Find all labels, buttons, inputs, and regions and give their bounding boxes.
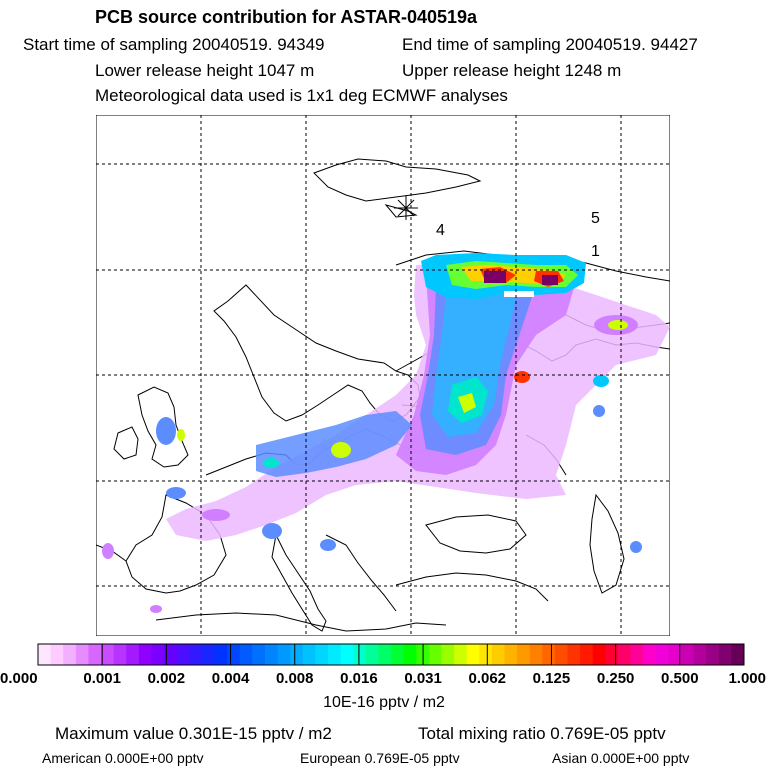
color-scale-cell bbox=[177, 644, 190, 665]
color-scale-cell bbox=[479, 644, 492, 665]
max-value-text: Maximum value 0.301E-15 pptv / m2 bbox=[55, 724, 332, 743]
page-title: PCB source contribution for ASTAR-040519a bbox=[95, 7, 478, 27]
color-scale-cell bbox=[202, 644, 215, 665]
color-scale-cell bbox=[492, 644, 505, 665]
color-scale-cell bbox=[151, 644, 164, 665]
color-scale-tick-label: 1.000 bbox=[728, 670, 766, 687]
map-label-1: 1 bbox=[591, 243, 600, 260]
color-scale-cell bbox=[404, 644, 417, 665]
color-scale-cell bbox=[38, 644, 51, 665]
color-scale-cell bbox=[731, 644, 744, 665]
color-scale-tick-label: 0.016 bbox=[340, 670, 378, 687]
color-scale-cell bbox=[366, 644, 379, 665]
map-label-5: 5 bbox=[591, 210, 600, 227]
concentration-map bbox=[96, 115, 670, 636]
color-scale-cell bbox=[706, 644, 719, 665]
asian-contribution: Asian 0.000E+00 pptv bbox=[552, 750, 690, 766]
lower-height-text: Lower release height 1047 m bbox=[95, 61, 315, 80]
color-scale-tick-label: 0.004 bbox=[211, 670, 250, 687]
color-scale-cell bbox=[353, 644, 366, 665]
color-scale-tick-label: 0.500 bbox=[661, 670, 699, 687]
color-scale-cell bbox=[101, 644, 114, 665]
color-scale-cell bbox=[530, 644, 543, 665]
color-scale-tick-label: 0.125 bbox=[532, 670, 571, 687]
total-mixing-text: Total mixing ratio 0.769E-05 pptv bbox=[418, 724, 666, 743]
color-scale-cell bbox=[555, 644, 568, 665]
color-scale-labels bbox=[0, 670, 766, 687]
european-contribution: European 0.769E-05 pptv bbox=[300, 750, 460, 766]
met-data-text: Meteorological data used is 1x1 deg ECMWF analyses bbox=[95, 86, 508, 105]
color-scale-cell bbox=[517, 644, 530, 665]
color-scale-cell bbox=[76, 644, 89, 665]
color-scale-cell bbox=[631, 644, 644, 665]
color-scale-cell bbox=[139, 644, 152, 665]
color-scale-cell bbox=[252, 644, 265, 665]
color-scale-cell bbox=[114, 644, 127, 665]
color-scale-cell bbox=[240, 644, 253, 665]
color-scale-cell bbox=[681, 644, 694, 665]
color-scale-tick-label: 0.001 bbox=[83, 670, 121, 687]
start-time-text: Start time of sampling 20040519. 94349 bbox=[23, 35, 325, 54]
color-scale-legend bbox=[0, 640, 768, 710]
color-scale-cell bbox=[467, 644, 480, 665]
color-scale-cells bbox=[38, 644, 745, 665]
color-scale-tick-label: 0.002 bbox=[147, 670, 186, 687]
color-scale-tick-label: 0.000 bbox=[0, 670, 38, 687]
color-scale-cell bbox=[454, 644, 467, 665]
color-scale-cell bbox=[290, 644, 303, 665]
color-scale-cell bbox=[719, 644, 732, 665]
color-scale-cell bbox=[328, 644, 341, 665]
color-scale-unit: 10E-16 pptv / m2 bbox=[323, 694, 445, 710]
color-scale-cell bbox=[618, 644, 631, 665]
color-scale-tick-label: 0.250 bbox=[596, 670, 635, 687]
color-scale-cell bbox=[265, 644, 278, 665]
color-scale-cell bbox=[568, 644, 581, 665]
color-scale-cell bbox=[391, 644, 404, 665]
color-scale-cell bbox=[429, 644, 442, 665]
color-scale-cell bbox=[63, 644, 76, 665]
color-scale-cell bbox=[215, 644, 228, 665]
color-scale-cell bbox=[88, 644, 101, 665]
upper-height-text: Upper release height 1248 m bbox=[402, 61, 622, 80]
color-scale-tick-label: 0.008 bbox=[275, 670, 314, 687]
american-contribution: American 0.000E+00 pptv bbox=[42, 750, 204, 766]
color-scale-cell bbox=[378, 644, 391, 665]
map-label-4: 4 bbox=[436, 222, 445, 239]
color-scale-cell bbox=[341, 644, 354, 665]
color-scale-cell bbox=[227, 644, 240, 665]
color-scale-cell bbox=[189, 644, 202, 665]
color-scale-tick-label: 0.031 bbox=[404, 670, 442, 687]
color-scale-cell bbox=[694, 644, 707, 665]
color-scale-cell bbox=[315, 644, 328, 665]
color-scale-cell bbox=[580, 644, 593, 665]
color-scale-cell bbox=[126, 644, 139, 665]
color-scale-cell bbox=[441, 644, 454, 665]
color-scale-tick-label: 0.062 bbox=[468, 670, 507, 687]
color-scale-cell bbox=[278, 644, 291, 665]
color-scale-cell bbox=[656, 644, 669, 665]
end-time-text: End time of sampling 20040519. 94427 bbox=[402, 35, 698, 54]
color-scale-cell bbox=[643, 644, 656, 665]
color-scale-cell bbox=[504, 644, 517, 665]
color-scale-cell bbox=[542, 644, 555, 665]
color-scale-cell bbox=[593, 644, 606, 665]
color-scale-cell bbox=[51, 644, 64, 665]
color-scale-cell bbox=[303, 644, 316, 665]
color-scale-cell bbox=[605, 644, 618, 665]
